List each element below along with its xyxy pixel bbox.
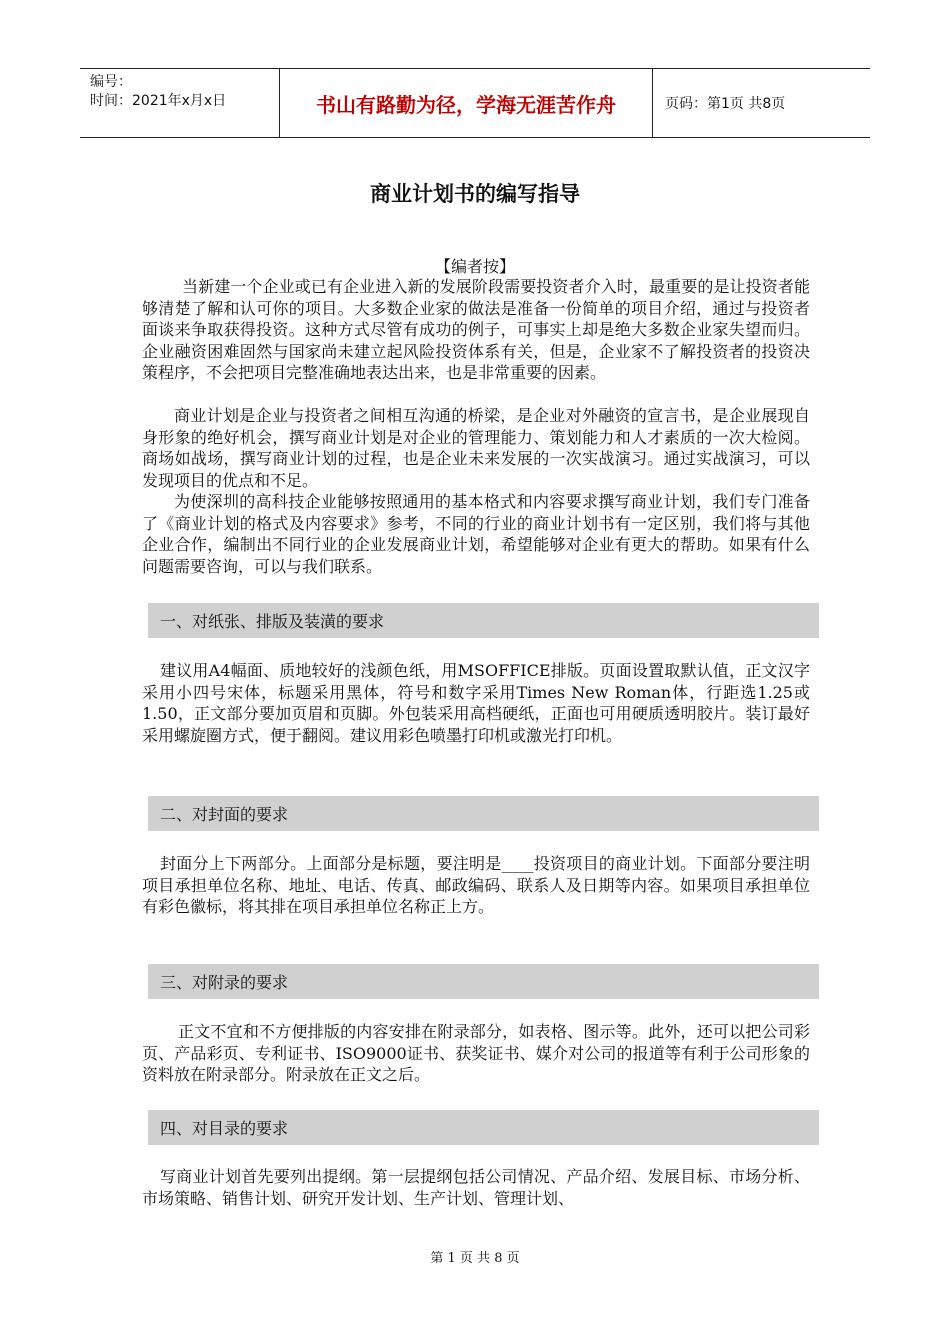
intro-paragraph-1: 当新建一个企业或已有企业进入新的发展阶段需要投资者介入时，最重要的是让投资者能够清楚了解和认可你的项目。大多数企业家的做法是准备一份简单的项目介绍，通过与投资者面谈来争取获得投资。这种方式尽管有成功的例子，可事实上却是绝大多数企业家失望而归。企业融资困难固然与国家尚未建立起风险投资体系有关，但是，企业家不了解投资者的投资决策程序，不会把项目完整准确地表达出来，也是非常重要的因素。 [142,277,810,382]
section-body-toc: 写商业计划首先要列出提纲。第一层提纲包括公司情况、产品介绍、发展目标、市场分析、市场策略、销售计划、研究开发计划、生产计划、管理计划、 [142,1167,810,1208]
header-page-info: 页码：第1页 共8页 [665,96,786,112]
intro-paragraph-3: 为使深圳的高科技企业能够按照通用的基本格式和内容要求撰写商业计划，我们专门准备了《商业计划的格式及内容要求》参考，不同的行业的商业计划书有一定区别，我们将与其他企业合作，编制出不同行业的企业发展商业计划，希望能够对企业有更大的帮助。如果有什么问题需要咨询，可以与我们联系。 [142,492,810,576]
intro-paragraph-2: 商业计划是企业与投资者之间相互沟通的桥梁，是企业对外融资的宣言书，是企业展现自身形象的绝好机会，撰写商业计划是对企业的管理能力、策划能力和人才素质的一次大检阅。商场如战场，撰写商业计划的过程，也是企业未来发展的一次实战演习。通过实战演习，可以发现项目的优点和不足。 [142,406,810,490]
page-footer: 第 1 页 共 8 页 [430,1251,520,1266]
section-heading-toc: 四、对目录的要求 [148,1110,819,1145]
editor-note-heading: 【编者按】 [434,257,515,276]
section-heading-cover: 二、对封面的要求 [148,796,819,831]
header-date: 时间：2021年x月x日 [90,93,227,109]
header-number: 编号： [90,74,132,90]
section-body-paper: 建议用A4幅面、质地较好的浅颜色纸，用MSOFFICE排版。页面设置取默认值，正文汉字采用小四号宋体，标题采用黑体，符号和数字采用Times New Roman体，行距选1.25或1.50，正文部分要加页眉和页脚。外包装采用高档硬纸，正面也可用硬质透明胶片。装订最好采用螺旋圈方式，便于翻阅。建议用彩色喷墨打印机或激光打印机。 [142,661,810,745]
page-title: 商业计划书的编写指导 [370,182,580,206]
section-body-cover: 封面分上下两部分。上面部分是标题，要注明是____投资项目的商业计划。下面部分要注明项目承担单位名称、地址、电话、传真、邮政编码、联系人及日期等内容。如果项目承担单位有彩色徽标，将其排在项目承担单位名称正上方。 [142,854,810,916]
header-motto: 书山有路勤为径，学海无涯苦作舟 [280,69,653,137]
section-heading-appendix: 三、对附录的要求 [148,964,819,999]
section-heading-paper: 一、对纸张、排版及装潢的要求 [148,603,819,638]
document-header [80,68,870,138]
section-body-appendix: 正文不宜和不方便排版的内容安排在附录部分，如表格、图示等。此外，还可以把公司彩页、产品彩页、专利证书、ISO9000证书、获奖证书、媒介对公司的报道等有利于公司形象的资料放在附录部分。附录放在正文之后。 [142,1022,810,1084]
header-meta [80,69,280,137]
